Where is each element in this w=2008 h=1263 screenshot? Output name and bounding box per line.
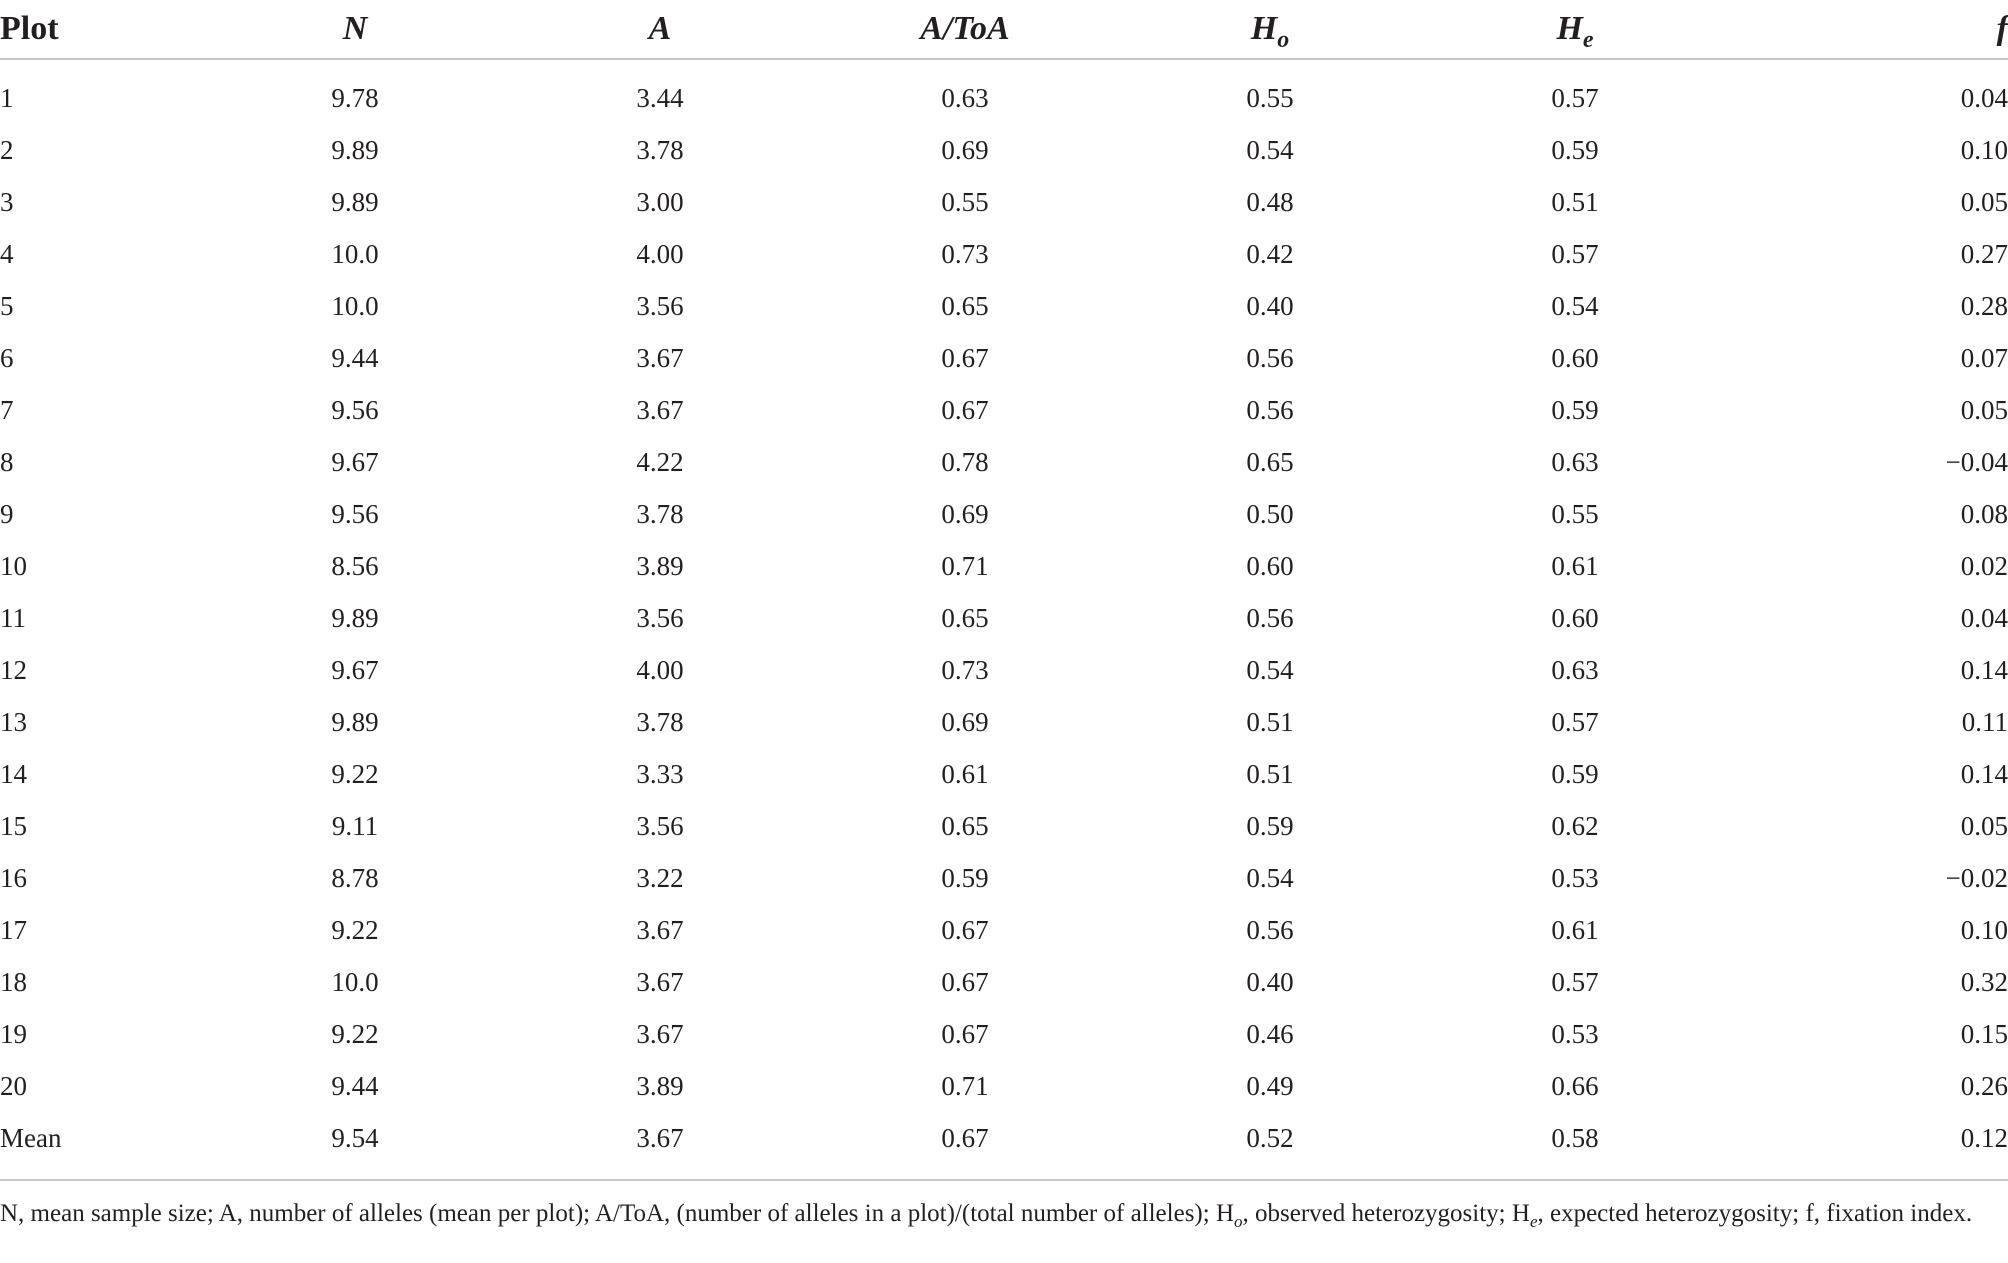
table-cell-plot: 16 xyxy=(0,862,27,893)
column-header-he xyxy=(1470,0,1680,59)
table-cell-a-toa: 0.71 xyxy=(941,1070,989,1101)
table-cell-n: 9.22 xyxy=(331,758,379,789)
table-cell-he: 0.62 xyxy=(1551,810,1599,841)
table-cell-a: 3.33 xyxy=(636,758,684,789)
table-cell-ho: 0.51 xyxy=(1246,706,1294,737)
table-cell-a: 3.78 xyxy=(636,134,684,165)
column-header-subscript: e xyxy=(1582,26,1594,53)
footnote-subscript-e: e xyxy=(1529,1212,1538,1231)
column-header-a-toa xyxy=(860,0,1070,59)
table-cell-a: 3.67 xyxy=(636,342,684,373)
table-cell-he: 0.58 xyxy=(1551,1122,1599,1153)
table-cell-n: 9.11 xyxy=(331,810,379,841)
table-header-row xyxy=(0,0,2008,59)
table-cell-plot: 11 xyxy=(0,602,26,633)
table-cell-plot: 17 xyxy=(0,914,27,945)
table-cell-a: 3.67 xyxy=(636,394,684,425)
table-cell-ho: 0.48 xyxy=(1246,186,1294,217)
table-cell-ho: 0.54 xyxy=(1246,654,1294,685)
table-cell-a: 3.22 xyxy=(636,862,684,893)
table-row xyxy=(0,384,2008,436)
table-cell-n: 9.56 xyxy=(331,498,379,529)
table-cell-n: 8.78 xyxy=(331,862,379,893)
table-cell-a-toa: 0.78 xyxy=(941,446,989,477)
table-cell-a-toa: 0.69 xyxy=(941,134,989,165)
table-cell-a-toa: 0.61 xyxy=(941,758,989,789)
table-cell-plot: 18 xyxy=(0,966,27,997)
table-row xyxy=(0,280,2008,332)
footnote-subscript-o: o xyxy=(1234,1212,1243,1231)
table-cell-a-toa: 0.65 xyxy=(941,602,989,633)
table-row xyxy=(0,956,2008,1008)
table-cell-plot: 9 xyxy=(0,498,14,529)
table-cell-f: 0.02 xyxy=(1960,550,2008,581)
footnote-text-1: N, mean sample size; A, number of alleles (mean per plot); A/ToA, (number of alleles in a plot)/(total number of alleles); H xyxy=(0,1200,1234,1227)
table-cell-ho: 0.59 xyxy=(1246,810,1294,841)
table-cell-ho: 0.51 xyxy=(1246,758,1294,789)
table-cell-a-toa: 0.71 xyxy=(941,550,989,581)
table-cell-he: 0.66 xyxy=(1551,1070,1599,1101)
table-row xyxy=(0,800,2008,852)
table-cell-n: 9.78 xyxy=(331,82,379,113)
table-cell-a-toa: 0.67 xyxy=(941,1122,989,1153)
table-cell-he: 0.55 xyxy=(1551,498,1599,529)
table-cell-n: 9.89 xyxy=(331,134,379,165)
table-cell-f: 0.10 xyxy=(1960,914,2008,945)
table-cell-a: 4.00 xyxy=(636,238,684,269)
table-cell-ho: 0.56 xyxy=(1246,914,1294,945)
table-cell-a: 3.78 xyxy=(636,498,684,529)
table-cell-a: 3.44 xyxy=(636,82,684,113)
table-cell-a: 3.67 xyxy=(636,1122,684,1153)
table-row xyxy=(0,332,2008,384)
table-cell-a-toa: 0.67 xyxy=(941,914,989,945)
table-cell-f: 0.05 xyxy=(1960,394,2008,425)
table-cell-he: 0.63 xyxy=(1551,446,1599,477)
table-cell-n: 8.56 xyxy=(331,550,379,581)
table-cell-he: 0.54 xyxy=(1551,290,1599,321)
table-cell-he: 0.61 xyxy=(1551,550,1599,581)
table-cell-he: 0.60 xyxy=(1551,602,1599,633)
table-cell-he: 0.53 xyxy=(1551,1018,1599,1049)
table-cell-ho: 0.55 xyxy=(1246,82,1294,113)
table-cell-f: 0.12 xyxy=(1960,1122,2008,1153)
table-cell-ho: 0.56 xyxy=(1246,342,1294,373)
table-cell-he: 0.63 xyxy=(1551,654,1599,685)
table-row xyxy=(0,436,2008,488)
table-cell-a: 3.56 xyxy=(636,810,684,841)
table-cell-plot: 5 xyxy=(0,290,14,321)
table-row xyxy=(0,228,2008,280)
table-cell-ho: 0.54 xyxy=(1246,134,1294,165)
table-cell-n: 9.67 xyxy=(331,654,379,685)
table-cell-n: 9.44 xyxy=(331,1070,379,1101)
table-cell-ho: 0.42 xyxy=(1246,238,1294,269)
table-row xyxy=(0,540,2008,592)
table-cell-a: 3.56 xyxy=(636,290,684,321)
table-row xyxy=(0,59,2008,124)
table-cell-he: 0.57 xyxy=(1551,706,1599,737)
table-cell-he: 0.57 xyxy=(1551,238,1599,269)
table-row xyxy=(0,488,2008,540)
footnote-text-2: , observed heterozygosity; H xyxy=(1242,1200,1530,1227)
table-cell-plot: 13 xyxy=(0,706,27,737)
table-cell-he: 0.53 xyxy=(1551,862,1599,893)
table-cell-he: 0.59 xyxy=(1551,134,1599,165)
table-cell-n: 9.89 xyxy=(331,186,379,217)
table-cell-a-toa: 0.69 xyxy=(941,498,989,529)
table-cell-plot: 3 xyxy=(0,186,14,217)
table-cell-a: 3.56 xyxy=(636,602,684,633)
column-header-label: N xyxy=(342,10,368,47)
table-cell-he: 0.59 xyxy=(1551,758,1599,789)
table-cell-he: 0.51 xyxy=(1551,186,1599,217)
table-cell-n: 10.0 xyxy=(331,290,379,321)
table-row xyxy=(0,176,2008,228)
table-cell-f: 0.04 xyxy=(1960,602,2008,633)
table-cell-plot: 12 xyxy=(0,654,27,685)
table-cell-f: 0.11 xyxy=(1961,706,2008,737)
column-header-label: A/ToA xyxy=(920,10,1010,47)
table-row xyxy=(0,1112,2008,1164)
table-cell-f: 0.26 xyxy=(1960,1070,2008,1101)
table-cell-n: 10.0 xyxy=(331,238,379,269)
table-cell-a: 3.67 xyxy=(636,966,684,997)
table-cell-ho: 0.56 xyxy=(1246,602,1294,633)
table-cell-plot: 14 xyxy=(0,758,27,789)
table-cell-ho: 0.56 xyxy=(1246,394,1294,425)
table-cell-n: 9.22 xyxy=(331,914,379,945)
table-cell-f: 0.14 xyxy=(1960,758,2008,789)
table-cell-f: 0.10 xyxy=(1960,134,2008,165)
table-cell-a: 3.89 xyxy=(636,1070,684,1101)
table-cell-n: 10.0 xyxy=(331,966,379,997)
column-header-f xyxy=(1680,0,2008,59)
table-cell-ho: 0.46 xyxy=(1246,1018,1294,1049)
table-cell-ho: 0.54 xyxy=(1246,862,1294,893)
table-cell-n: 9.22 xyxy=(331,1018,379,1049)
table-cell-f: 0.05 xyxy=(1960,186,2008,217)
table-cell-plot: 6 xyxy=(0,342,14,373)
table-cell-n: 9.67 xyxy=(331,446,379,477)
table-cell-n: 9.89 xyxy=(331,602,379,633)
table-cell-a-toa: 0.67 xyxy=(941,966,989,997)
table-cell-a-toa: 0.69 xyxy=(941,706,989,737)
table-cell-f: 0.28 xyxy=(1960,290,2008,321)
table-cell-f: 0.08 xyxy=(1960,498,2008,529)
column-header-plot xyxy=(0,0,250,59)
table-cell-f: −0.02 xyxy=(1945,862,2008,893)
table-cell-f: 0.32 xyxy=(1960,966,2008,997)
table-cell-a: 4.22 xyxy=(636,446,684,477)
table-cell-f: 0.07 xyxy=(1960,342,2008,373)
column-header-subscript: o xyxy=(1277,26,1290,53)
table-cell-f: 0.05 xyxy=(1960,810,2008,841)
table-cell-a: 3.89 xyxy=(636,550,684,581)
table-body xyxy=(0,59,2008,1164)
column-header-a xyxy=(460,0,860,59)
table-row xyxy=(0,696,2008,748)
table-cell-he: 0.57 xyxy=(1551,82,1599,113)
table-cell-n: 9.44 xyxy=(331,342,379,373)
column-header-label: A xyxy=(648,10,672,47)
table-row xyxy=(0,592,2008,644)
column-header-n xyxy=(250,0,460,59)
footnote-text-3: , expected heterozygosity; f, fixation index. xyxy=(1537,1200,1973,1227)
table-cell-plot: 2 xyxy=(0,134,14,165)
table-cell-a: 3.78 xyxy=(636,706,684,737)
table-cell-he: 0.57 xyxy=(1551,966,1599,997)
table-row xyxy=(0,644,2008,696)
table-row xyxy=(0,124,2008,176)
table-cell-a-toa: 0.67 xyxy=(941,394,989,425)
column-header-ho xyxy=(1070,0,1470,59)
table-bottom-rule xyxy=(0,1179,2008,1181)
table-cell-ho: 0.50 xyxy=(1246,498,1294,529)
table-row xyxy=(0,1060,2008,1112)
column-header-label: H xyxy=(1556,10,1583,47)
table-cell-ho: 0.52 xyxy=(1246,1122,1294,1153)
table-cell-plot: 4 xyxy=(0,238,14,269)
table-cell-f: 0.15 xyxy=(1960,1018,2008,1049)
table-cell-ho: 0.40 xyxy=(1246,966,1294,997)
column-header-label: f xyxy=(1996,10,2008,47)
table-cell-f: 0.04 xyxy=(1960,82,2008,113)
table-row xyxy=(0,852,2008,904)
table-cell-a: 3.00 xyxy=(636,186,684,217)
column-header-label: Plot xyxy=(0,10,59,47)
table-cell-plot: 20 xyxy=(0,1070,27,1101)
table-cell-plot: 10 xyxy=(0,550,27,581)
table-cell-plot: 15 xyxy=(0,810,27,841)
table-cell-a-toa: 0.65 xyxy=(941,290,989,321)
table-cell-plot: 8 xyxy=(0,446,14,477)
table-cell-he: 0.59 xyxy=(1551,394,1599,425)
table-cell-a-toa: 0.73 xyxy=(941,238,989,269)
table-cell-f: 0.27 xyxy=(1960,238,2008,269)
table-cell-plot: Mean xyxy=(0,1122,62,1153)
table-cell-ho: 0.65 xyxy=(1246,446,1294,477)
table-cell-he: 0.61 xyxy=(1551,914,1599,945)
table-cell-he: 0.60 xyxy=(1551,342,1599,373)
table-cell-plot: 19 xyxy=(0,1018,27,1049)
table-cell-a-toa: 0.73 xyxy=(941,654,989,685)
table-cell-a-toa: 0.65 xyxy=(941,810,989,841)
table-cell-a-toa: 0.63 xyxy=(941,82,989,113)
table-cell-a: 3.67 xyxy=(636,914,684,945)
table-row xyxy=(0,748,2008,800)
table-cell-n: 9.54 xyxy=(331,1122,379,1153)
table-cell-plot: 7 xyxy=(0,394,14,425)
table-cell-plot: 1 xyxy=(0,82,14,113)
table-cell-f: 0.14 xyxy=(1960,654,2008,685)
table-cell-f: −0.04 xyxy=(1945,446,2008,477)
table-cell-n: 9.56 xyxy=(331,394,379,425)
table-cell-a-toa: 0.67 xyxy=(941,342,989,373)
table-cell-a-toa: 0.67 xyxy=(941,1018,989,1049)
table-row xyxy=(0,1008,2008,1060)
table-cell-a: 4.00 xyxy=(636,654,684,685)
column-header-label: H xyxy=(1250,10,1278,47)
table-cell-a-toa: 0.55 xyxy=(941,186,989,217)
table-cell-a-toa: 0.59 xyxy=(941,862,989,893)
table-cell-n: 9.89 xyxy=(331,706,379,737)
table-cell-ho: 0.60 xyxy=(1246,550,1294,581)
table-cell-a: 3.67 xyxy=(636,1018,684,1049)
table-cell-ho: 0.40 xyxy=(1246,290,1294,321)
table-row xyxy=(0,904,2008,956)
table-footnote xyxy=(0,1195,2008,1233)
table-cell-ho: 0.49 xyxy=(1246,1070,1294,1101)
